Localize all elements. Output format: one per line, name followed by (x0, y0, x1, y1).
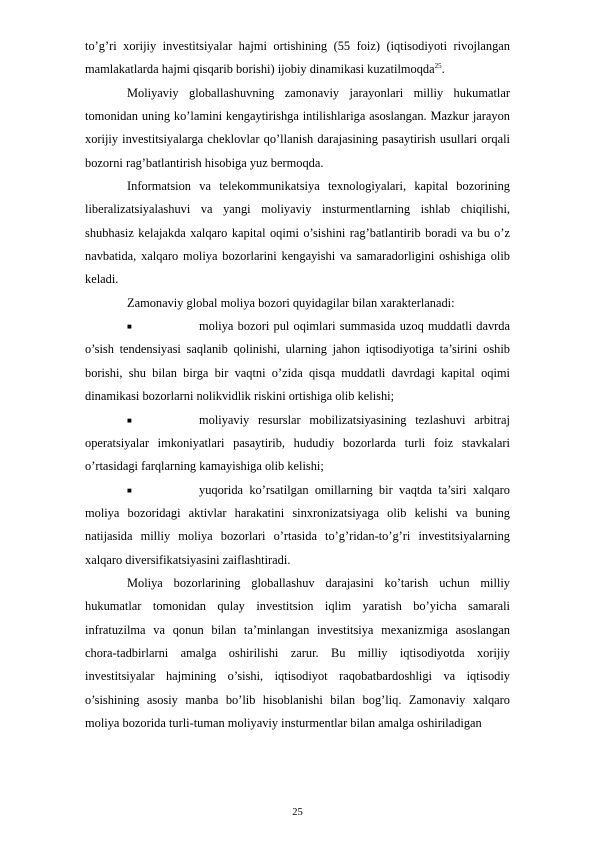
list-item-text: yuqorida ko’rsatilgan omillarning bir vaqtda ta’siri xalqaro moliya bozoridagi aktivlar harakatini sinxronizatsiyaga olib kelishi va buning natijasida milliy moliya bozorlari o’rtasida to’g’ridan-to’g’ri investitsiyalarning xalqaro diversifikatsiyasini zaiflashtiradi. (85, 482, 510, 567)
list-item (85, 479, 510, 572)
page-number: 25 (292, 807, 303, 818)
square-bullet-icon: ■ (127, 415, 132, 425)
square-bullet-icon: ■ (127, 485, 132, 495)
list-item (85, 409, 510, 479)
list-item (85, 315, 510, 408)
paragraph-investment-climate: Moliya bozorlarining globallashuv darajasini ko’tarish uchun milliy hukumatlar tomonidan qulay investitsion iqlim yaratish bo’yicha samarali infratuzilma va qonun bilan ta’minlangan investitsiya mexanizmiga asoslangan chora-tadbirlarni amalga oshirilishi zarur. Bu milliy iqtisodiyotda xorijiy investitsiyalar hajmining o’sishi, iqtisodiyot raqobatbardoshligi va iqtisodiy o’sishining asosiy manba bo’lib hisoblanishi bilan bog’liq. Zamonaviy xalqaro moliya bozorida turli-tuman moliyaviy insturmentlar bilan amalga oshiriladigan (85, 575, 510, 730)
paragraph-intro-text: to’g’ri xorijiy investitsiyalar hajmi ortishining (55 foiz) (iqtisodiyoti rivojlangan mamlakatlarda hajmi qisqarib borishi) ijobiy dinamikasi kuzatilmoqda (85, 39, 510, 77)
square-bullet-icon: ■ (127, 322, 132, 332)
paragraph-market-characteristics: Zamonaviy global moliya bozori quyidagilar bilan xarakterlanadi: (127, 295, 455, 310)
footnote-reference[interactable]: 25 (434, 62, 442, 71)
paragraph-intro (85, 35, 510, 82)
list-item-text: moliyaviy resurslar mobilizatsiyasining tezlashuvi arbitraj operatsiyalar imkoniyatlari pasaytirib, hududiy bozorlarda turli foiz stavkalari o’rtasidagi farqlarning kamayishiga olib kelishi; (85, 412, 510, 474)
paragraph-information-technology: Informatsion va telekommunikatsiya texnologiyalari, kapital bozorining liberalizatsiyalashuvi va yangi moliyaviy insturmentlarning ishlab chiqilishi, shubhasiz kelajakda xalqaro kapital oqimi o’sishini rag’batlantirib boradi va bu o’z navbatida, xalqaro moliya bozorlarini kengayishi va samaradorligini oshishiga olib keladi. (85, 179, 510, 287)
paragraph-globalization: Moliyaviy globallashuvning zamonaviy jarayonlari milliy hukumatlar tomonidan uning ko’lamini kengaytirishga intilishlariga asoslangan. Mazkur jarayon xorijiy investitsiyalarga cheklovlar qo’llanish darajasining pasaytirish usullari orqali bozorni rag’batlantirish hisobiga yuz bermoqda. (85, 85, 510, 170)
list-item-text: moliya bozori pul oqimlari summasida uzoq muddatli davrda o’sish tendensiyasi saqlanib qolinishi, ularning jahon iqtisodiyotiga ta’sirini oshib borishi, shu bilan birga bir vaqtni o’zida qisqa muddatli davrdagi kapital oqimi dinamikasi bozorlarni nolikvidlik riskini ortishiga olib kelishi; (85, 319, 510, 404)
document-page (85, 35, 510, 735)
paragraph-intro-end: . (441, 62, 445, 77)
